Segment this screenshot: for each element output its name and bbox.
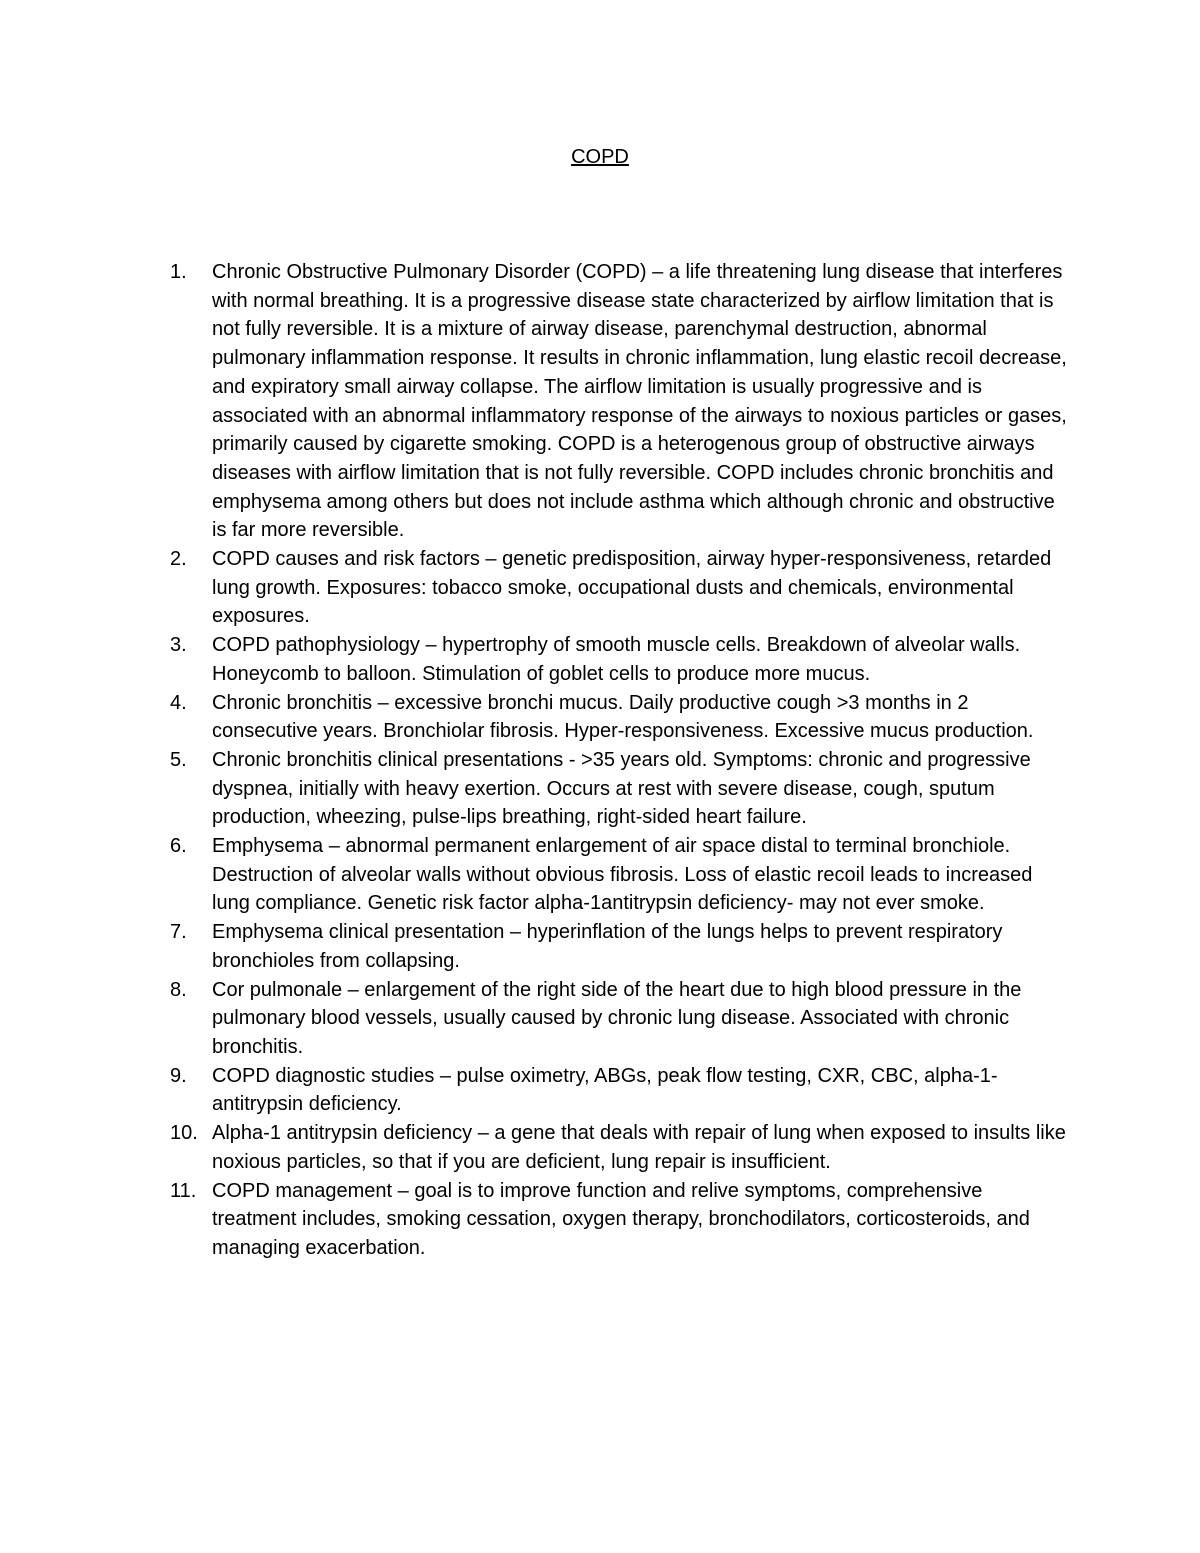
list-item-text: Cor pulmonale – enlargement of the right side of the heart due to high blood pressure in the pulmonary blood vessels, usually caused by chronic lung disease. Associated with chronic bronchitis. <box>212 978 1022 1058</box>
list-item <box>170 976 1070 1062</box>
list-item-text: Chronic bronchitis – excessive bronchi mucus. Daily productive cough >3 months in 2 consecutive years. Bronchiolar fibrosis. Hyper-responsiveness. Excessive mucus production. <box>212 691 1034 743</box>
list-item-text: COPD causes and risk factors – genetic predisposition, airway hyper-responsiveness, retarded lung growth. Exposures: tobacco smoke, occupational dusts and chemicals, environmental exposures. <box>212 548 1052 628</box>
list-item-text: Emphysema – abnormal permanent enlargement of air space distal to terminal bronchiole. Destruction of alveolar walls without obvious fibrosis. Loss of elastic recoil leads to increased lung compliance. Genetic risk factor alpha-1antitrypsin deficiency- may not ever smoke. <box>212 835 1033 915</box>
list-item-number: 11. <box>170 1179 197 1202</box>
list-item-number: 10. <box>170 1122 198 1145</box>
list-item <box>170 258 1070 545</box>
list-item <box>170 918 1070 975</box>
list-item <box>170 1177 1070 1263</box>
list-item-text: Chronic bronchitis clinical presentations - >35 years old. Symptoms: chronic and progressive dyspnea, initially with heavy exertion. Occurs at rest with severe disease, cough, sputum production, wheezing, pulse-lips breathing, right-sided heart failure. <box>212 748 1031 829</box>
list-item <box>170 689 1070 746</box>
list-item-number: 5. <box>170 748 187 771</box>
list-item-text: Alpha-1 antitrypsin deficiency – a gene that deals with repair of lung when exposed to insults like noxious particles, so that if you are deficient, lung repair is insufficient. <box>212 1122 1066 1173</box>
list-item <box>170 1119 1070 1176</box>
list-item-number: 2. <box>170 548 187 571</box>
list-item-number: 4. <box>170 691 187 714</box>
list-item-number: 7. <box>170 921 187 944</box>
list-item-text: Chronic Obstructive Pulmonary Disorder (COPD) – a life threatening lung disease that interferes with normal breathing. It is a progressive disease state characterized by airflow limitation that is not fully reversible. It is a mixture of airway disease, parenchymal destruction, abnormal pulmonary inflammation response. It results in chronic inflammation, lung elastic recoil decrease, and expiratory small airway collapse. The airflow limitation is usually progressive and is associated with an abnormal inflammatory response of the airways to noxious particles or gases, primarily caused by cigarette smoking. COPD is a heterogenous group of obstructive airways diseases with airflow limitation that is not fully reversible. COPD includes chronic bronchitis and emphysema among others but does not include asthma which although chronic and obstructive is far more reversible. <box>212 261 1067 542</box>
list-item-number: 8. <box>170 978 187 1001</box>
page-title: COPD <box>571 146 629 168</box>
list-item-number: 9. <box>170 1064 187 1087</box>
list-item <box>170 1062 1070 1119</box>
list-item <box>170 631 1070 688</box>
list-item-number: 1. <box>170 261 187 283</box>
list-item-text: COPD pathophysiology – hypertrophy of smooth muscle cells. Breakdown of alveolar walls. Honeycomb to balloon. Stimulation of goblet cells to produce more mucus. <box>212 634 1021 685</box>
list-item-text: COPD management – goal is to improve function and relive symptoms, comprehensive treatment includes, smoking cessation, oxygen therapy, bronchodilators, corticosteroids, and managing exacerbation. <box>212 1179 1030 1259</box>
list-item <box>170 545 1070 631</box>
list-item-text: COPD diagnostic studies – pulse oximetry, ABGs, peak flow testing, CXR, CBC, alpha-1-antitrypsin deficiency. <box>212 1064 998 1116</box>
list-item <box>170 832 1070 918</box>
list-item-number: 6. <box>170 835 187 858</box>
list-item <box>170 746 1070 832</box>
list-item-text: Emphysema clinical presentation – hyperinflation of the lungs helps to prevent respiratory bronchioles from collapsing. <box>212 921 1003 972</box>
list-item-number: 3. <box>170 634 187 657</box>
numbered-list <box>170 258 1070 1263</box>
